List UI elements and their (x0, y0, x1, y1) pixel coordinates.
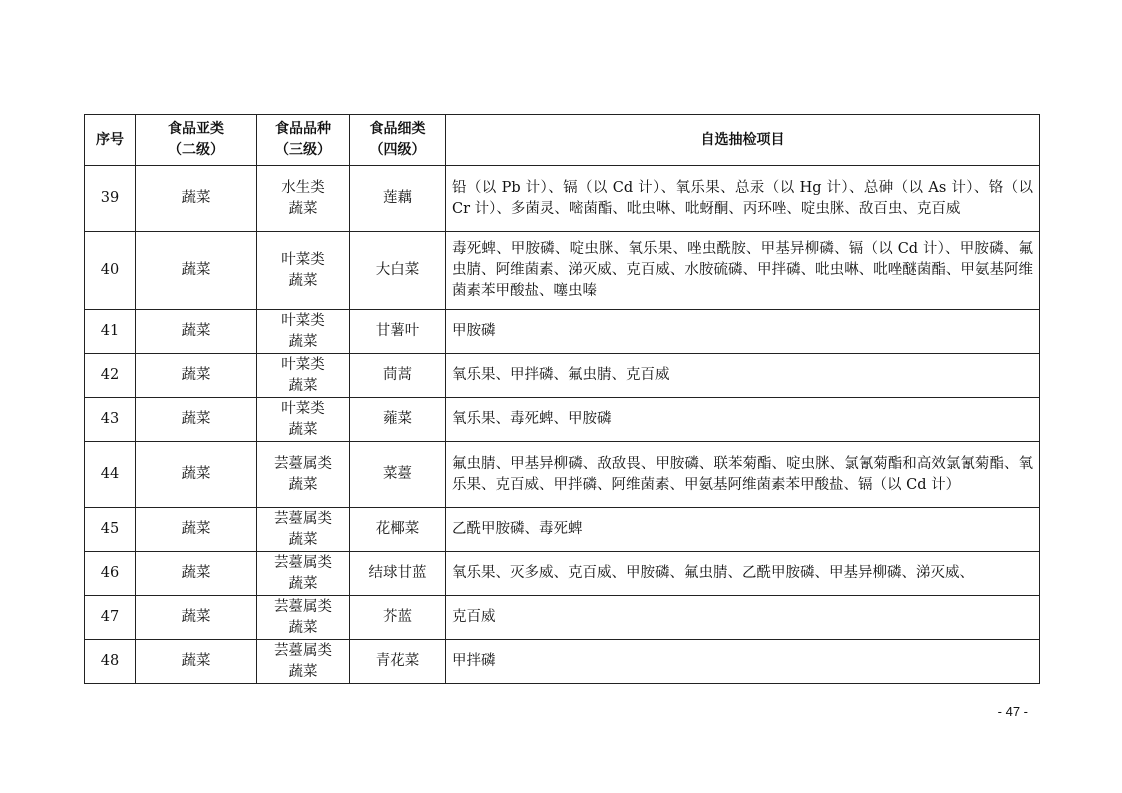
cell-variety (257, 310, 350, 354)
table-row (85, 354, 1040, 398)
cell-seq: 43 (85, 398, 136, 442)
variety-line-1: 叶菜类 (281, 400, 325, 417)
cell-test-items: 氟虫腈、甲基异柳磷、敌敌畏、甲胺磷、联苯菊酯、啶虫脒、氯氰菊酯和高效氯氰菊酯、氧乐果、克百威、甲拌磷、阿维菌素、甲氨基阿维菌素苯甲酸盐、镉（以 Cd 计） (446, 442, 1040, 508)
header-variety: 食品品种 （三级） (257, 115, 350, 166)
variety-line-2: 蔬菜 (288, 333, 318, 350)
table-row (85, 596, 1040, 640)
header-detail: 食品细类 （四级） (350, 115, 446, 166)
cell-seq: 39 (85, 166, 136, 232)
cell-subcategory: 蔬菜 (136, 310, 257, 354)
cell-detail: 花椰菜 (350, 508, 446, 552)
cell-detail: 青花菜 (350, 640, 446, 684)
cell-variety (257, 354, 350, 398)
cell-test-items: 甲胺磷 (446, 310, 1040, 354)
variety-line-2: 蔬菜 (288, 663, 318, 680)
cell-test-items: 氧乐果、甲拌磷、氟虫腈、克百威 (446, 354, 1040, 398)
variety-line-1: 芸薹属类 (274, 642, 332, 659)
page-number: - 47 - (997, 704, 1028, 719)
cell-subcategory: 蔬菜 (136, 398, 257, 442)
variety-line-1: 水生类 (281, 179, 325, 196)
cell-test-items: 毒死蜱、甲胺磷、啶虫脒、氧乐果、唑虫酰胺、甲基异柳磷、镉（以 Cd 计）、甲胺磷、氟虫腈、阿维菌素、涕灭威、克百威、水胺硫磷、甲拌磷、吡虫啉、吡唑醚菌酯、甲氨基阿维菌素苯甲酸盐、噻虫嗪 (446, 232, 1040, 310)
variety-line-2: 蔬菜 (288, 272, 318, 289)
cell-seq: 46 (85, 552, 136, 596)
cell-detail: 大白菜 (350, 232, 446, 310)
cell-test-items: 氧乐果、灭多威、克百威、甲胺磷、氟虫腈、乙酰甲胺磷、甲基异柳磷、涕灭威、 (446, 552, 1040, 596)
cell-variety (257, 398, 350, 442)
cell-detail: 菜薹 (350, 442, 446, 508)
variety-line-1: 芸薹属类 (274, 455, 332, 472)
cell-variety (257, 552, 350, 596)
table-row (85, 232, 1040, 310)
cell-variety (257, 442, 350, 508)
cell-detail: 莲藕 (350, 166, 446, 232)
table-row (85, 398, 1040, 442)
variety-line-2: 蔬菜 (288, 476, 318, 493)
cell-subcategory: 蔬菜 (136, 596, 257, 640)
cell-detail: 甘薯叶 (350, 310, 446, 354)
cell-subcategory: 蔬菜 (136, 166, 257, 232)
cell-test-items: 克百威 (446, 596, 1040, 640)
variety-line-2: 蔬菜 (288, 575, 318, 592)
cell-subcategory: 蔬菜 (136, 508, 257, 552)
cell-detail: 蕹菜 (350, 398, 446, 442)
header-test-items: 自选抽检项目 (446, 115, 1040, 166)
header-seq: 序号 (85, 115, 136, 166)
header-subcategory: 食品亚类 （二级） (136, 115, 257, 166)
variety-line-1: 叶菜类 (281, 251, 325, 268)
variety-line-1: 芸薹属类 (274, 554, 332, 571)
variety-line-1: 叶菜类 (281, 356, 325, 373)
variety-line-2: 蔬菜 (288, 200, 318, 217)
cell-test-items: 乙酰甲胺磷、毒死蜱 (446, 508, 1040, 552)
cell-subcategory: 蔬菜 (136, 640, 257, 684)
cell-variety (257, 596, 350, 640)
cell-seq: 48 (85, 640, 136, 684)
table-row (85, 166, 1040, 232)
cell-subcategory: 蔬菜 (136, 442, 257, 508)
variety-line-1: 叶菜类 (281, 312, 325, 329)
cell-seq: 41 (85, 310, 136, 354)
sampling-items-table (84, 114, 1040, 684)
cell-seq: 42 (85, 354, 136, 398)
cell-variety (257, 166, 350, 232)
cell-seq: 44 (85, 442, 136, 508)
cell-variety (257, 640, 350, 684)
cell-variety (257, 508, 350, 552)
cell-subcategory: 蔬菜 (136, 354, 257, 398)
table-row (85, 310, 1040, 354)
table-header-row (85, 115, 1040, 166)
variety-line-2: 蔬菜 (288, 531, 318, 548)
table-row (85, 552, 1040, 596)
variety-line-2: 蔬菜 (288, 377, 318, 394)
table-row (85, 640, 1040, 684)
cell-detail: 茼蒿 (350, 354, 446, 398)
variety-line-1: 芸薹属类 (274, 598, 332, 615)
variety-line-2: 蔬菜 (288, 421, 318, 438)
table-row (85, 508, 1040, 552)
cell-seq: 45 (85, 508, 136, 552)
cell-variety (257, 232, 350, 310)
cell-detail: 结球甘蓝 (350, 552, 446, 596)
cell-test-items: 氧乐果、毒死蜱、甲胺磷 (446, 398, 1040, 442)
cell-subcategory: 蔬菜 (136, 552, 257, 596)
table-row (85, 442, 1040, 508)
cell-subcategory: 蔬菜 (136, 232, 257, 310)
cell-seq: 47 (85, 596, 136, 640)
cell-seq: 40 (85, 232, 136, 310)
cell-test-items: 铅（以 Pb 计）、镉（以 Cd 计）、氧乐果、总汞（以 Hg 计）、总砷（以 As 计）、铬（以 Cr 计）、多菌灵、嘧菌酯、吡虫啉、吡蚜酮、丙环唑、啶虫脒、敌百虫、克百威 (446, 166, 1040, 232)
cell-test-items: 甲拌磷 (446, 640, 1040, 684)
variety-line-2: 蔬菜 (288, 619, 318, 636)
variety-line-1: 芸薹属类 (274, 510, 332, 527)
cell-detail: 芥蓝 (350, 596, 446, 640)
